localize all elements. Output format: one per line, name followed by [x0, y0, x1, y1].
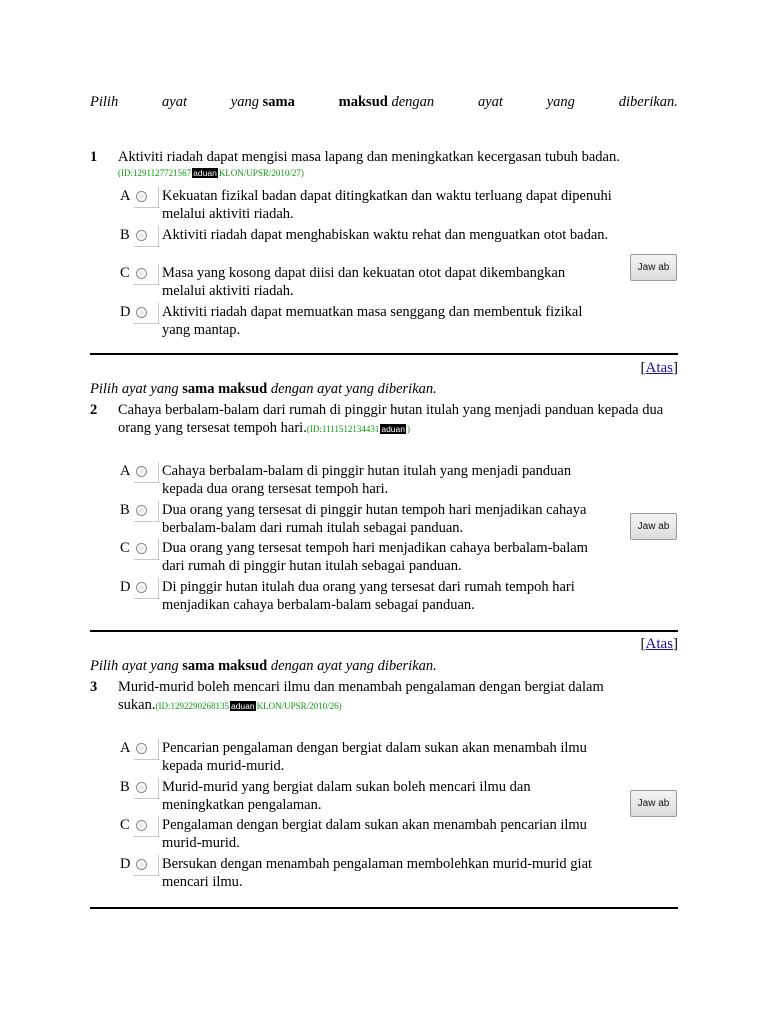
atas-link-wrapper: [641, 360, 679, 377]
question-text-wrap: [118, 678, 638, 715]
divider: [158, 501, 159, 521]
option-text: Murid-murid yang bergiat dalam sukan boleh mencari ilmu dan meningkatkan pengalaman.: [162, 778, 531, 813]
option-letter: B: [120, 501, 130, 518]
instruction-bold: maksud: [338, 94, 388, 110]
option-a: [90, 187, 678, 226]
instruction-bold: sama maksud: [182, 381, 268, 397]
id-code: (ID:1111512134431: [306, 424, 380, 434]
id-source: KLON/UPSR/2010/26): [256, 701, 342, 711]
instruction: [90, 381, 437, 398]
option-a: [90, 739, 678, 778]
radio-button[interactable]: [136, 191, 147, 202]
option-text: Kekuatan fizikal badan dapat ditingkatkan dan waktu terluang dapat dipenuhi melalui aktiviti riadah.: [162, 188, 612, 222]
question-number: 1: [90, 149, 98, 165]
atas-link[interactable]: Atas: [645, 360, 673, 376]
instruction-post: dengan ayat yang diberikan.: [270, 381, 437, 397]
option-b: [90, 501, 678, 540]
option-letter: A: [120, 740, 131, 756]
option-text: Aktiviti riadah dapat menghabiskan waktu rehat dan menguatkan otot badan.: [162, 226, 609, 243]
bracket: ]: [673, 360, 678, 376]
atas-link[interactable]: Atas: [645, 636, 673, 652]
option-letter: D: [120, 578, 131, 595]
option-c: [90, 539, 678, 578]
divider: [134, 598, 160, 599]
bracket: [: [640, 636, 646, 652]
instruction-post: dengan ayat yang diberikan.: [270, 658, 437, 674]
instruction-bold: sama: [262, 94, 295, 110]
divider: [134, 284, 160, 285]
question-stem: [90, 678, 678, 715]
radio-button[interactable]: [136, 859, 147, 870]
options-list: [90, 462, 678, 616]
option-letter: C: [120, 817, 130, 833]
option-d: [90, 303, 678, 342]
divider: [158, 855, 159, 875]
option-text: Dua orang yang tersesat di pinggir hutan tempoh hari menjadikan cahaya berbalam-balam dari rumah itulah sebagai panduan.: [162, 501, 587, 536]
divider: [134, 521, 160, 522]
id-source: ): [406, 424, 410, 434]
divider: [134, 207, 160, 208]
instruction-word: yang: [230, 94, 259, 110]
option-text: Di pinggir hutan itulah dua orang yang tersesat dari rumah tempoh hari menjadikan cahaya berbalam-balam sebagai panduan.: [162, 578, 575, 613]
radio-button[interactable]: [136, 782, 147, 793]
radio-button[interactable]: [136, 543, 147, 554]
divider: [134, 559, 160, 560]
radio-button[interactable]: [136, 307, 147, 318]
divider: [158, 264, 159, 284]
option-text: Pengalaman dengan bergiat dalam sukan akan menambah pencarian ilmu murid-murid.: [162, 817, 587, 851]
divider: [90, 907, 678, 909]
divider: [158, 462, 159, 482]
divider: [158, 578, 159, 598]
option-letter: B: [120, 778, 130, 795]
question-number: 3: [90, 679, 98, 695]
divider: [134, 836, 160, 837]
options-list: [90, 739, 678, 893]
option-c: [90, 264, 678, 303]
instruction-word: Pilih: [90, 94, 119, 110]
question-text: Cahaya berbalam-balam dari rumah di pinggir hutan itulah yang menjadi panduan kepada dua orang yang tersesat tempoh hari.: [118, 402, 664, 436]
divider: [90, 630, 678, 632]
option-a: [90, 462, 678, 501]
divider: [158, 303, 159, 323]
instruction-word: ayat: [477, 94, 503, 110]
option-text: Bersukan dengan menambah pengalaman membolehkan murid-murid giat mencari ilmu.: [162, 855, 593, 890]
question-number: 2: [90, 402, 98, 418]
divider: [134, 875, 160, 876]
option-d: [90, 855, 678, 894]
bracket: [: [640, 360, 646, 376]
instruction-word: dengan: [391, 94, 435, 110]
option-b: [90, 778, 678, 817]
instruction-pre: Pilih ayat yang: [90, 381, 179, 397]
divider: [158, 226, 159, 246]
question-3: [90, 678, 678, 893]
divider: [90, 353, 678, 355]
instruction: [90, 658, 437, 675]
instruction-word-group: [339, 94, 434, 111]
options-list: [90, 187, 678, 341]
divider: [158, 778, 159, 798]
radio-button[interactable]: [136, 820, 147, 831]
divider: [158, 539, 159, 559]
question-text-wrap: [118, 401, 666, 438]
id-code: (ID:1292290268135: [155, 701, 229, 711]
divider: [134, 246, 160, 247]
divider: [134, 759, 160, 760]
option-letter: D: [120, 303, 131, 320]
question-2: [90, 401, 678, 616]
instruction-word-group: [231, 94, 295, 111]
radio-button[interactable]: [136, 466, 147, 477]
option-d: [90, 578, 678, 617]
aduan-link[interactable]: aduan: [230, 701, 255, 711]
option-text: Dua orang yang tersesat tempoh hari menjadikan cahaya berbalam-balam dari rumah di pinggir hutan itulah sebagai panduan.: [162, 540, 588, 574]
aduan-link[interactable]: aduan: [193, 168, 217, 178]
radio-button[interactable]: [136, 743, 147, 754]
option-letter: A: [120, 463, 131, 479]
option-c: [90, 816, 678, 855]
option-text: Pencarian pengalaman dengan bergiat dalam sukan akan menambah ilmu kepada murid-murid.: [162, 740, 587, 774]
option-letter: A: [120, 188, 131, 204]
radio-button[interactable]: [136, 230, 147, 241]
jawab-button[interactable]: Jaw ab: [630, 513, 677, 540]
question-stem: [90, 148, 678, 166]
divider: [158, 739, 159, 759]
instruction-pre: Pilih ayat yang: [90, 658, 179, 674]
question-id: [118, 166, 678, 179]
option-text: Cahaya berbalam-balam di pinggir hutan itulah yang menjadi panduan kepada dua orang tersesat tempoh hari.: [162, 463, 572, 497]
divider: [134, 323, 160, 324]
divider: [134, 798, 160, 799]
instruction-top: [90, 94, 678, 111]
option-letter: D: [120, 855, 131, 872]
option-letter: C: [120, 265, 130, 281]
option-text: Aktiviti riadah dapat memuatkan masa senggang dan membentuk fizikal yang mantap.: [162, 303, 583, 338]
option-text: Masa yang kosong dapat diisi dan kekuatan otot dapat dikembangkan melalui aktiviti riadah.: [162, 265, 566, 299]
radio-button[interactable]: [136, 505, 147, 516]
aduan-link[interactable]: aduan: [381, 424, 405, 434]
question-text: Aktiviti riadah dapat mengisi masa lapang dan meningkatkan kecergasan tubuh badan.: [118, 149, 620, 165]
atas-link-wrapper: [641, 636, 679, 653]
option-letter: C: [120, 540, 130, 556]
instruction-word: diberikan.: [618, 94, 678, 110]
divider: [158, 816, 159, 836]
divider: [134, 482, 160, 483]
option-letter: B: [120, 226, 130, 243]
bracket: ]: [673, 636, 678, 652]
radio-button[interactable]: [136, 268, 147, 279]
jawab-button[interactable]: Jaw ab: [630, 254, 677, 281]
instruction-word: ayat: [162, 94, 187, 110]
question-text: Murid-murid boleh mencari ilmu dan menambah pengalaman dengan bergiat dalam sukan.: [118, 679, 604, 713]
instruction-bold: sama maksud: [182, 658, 268, 674]
id-source: KLON/UPSR/2010/27): [218, 168, 304, 178]
question-stem: [90, 401, 678, 438]
divider: [158, 187, 159, 207]
jawab-button[interactable]: Jaw ab: [630, 790, 677, 817]
instruction-word: yang: [546, 94, 575, 110]
radio-button[interactable]: [136, 582, 147, 593]
id-code: (ID:1291127721567: [118, 168, 192, 178]
question-1: [90, 148, 678, 341]
option-b: [90, 226, 678, 265]
